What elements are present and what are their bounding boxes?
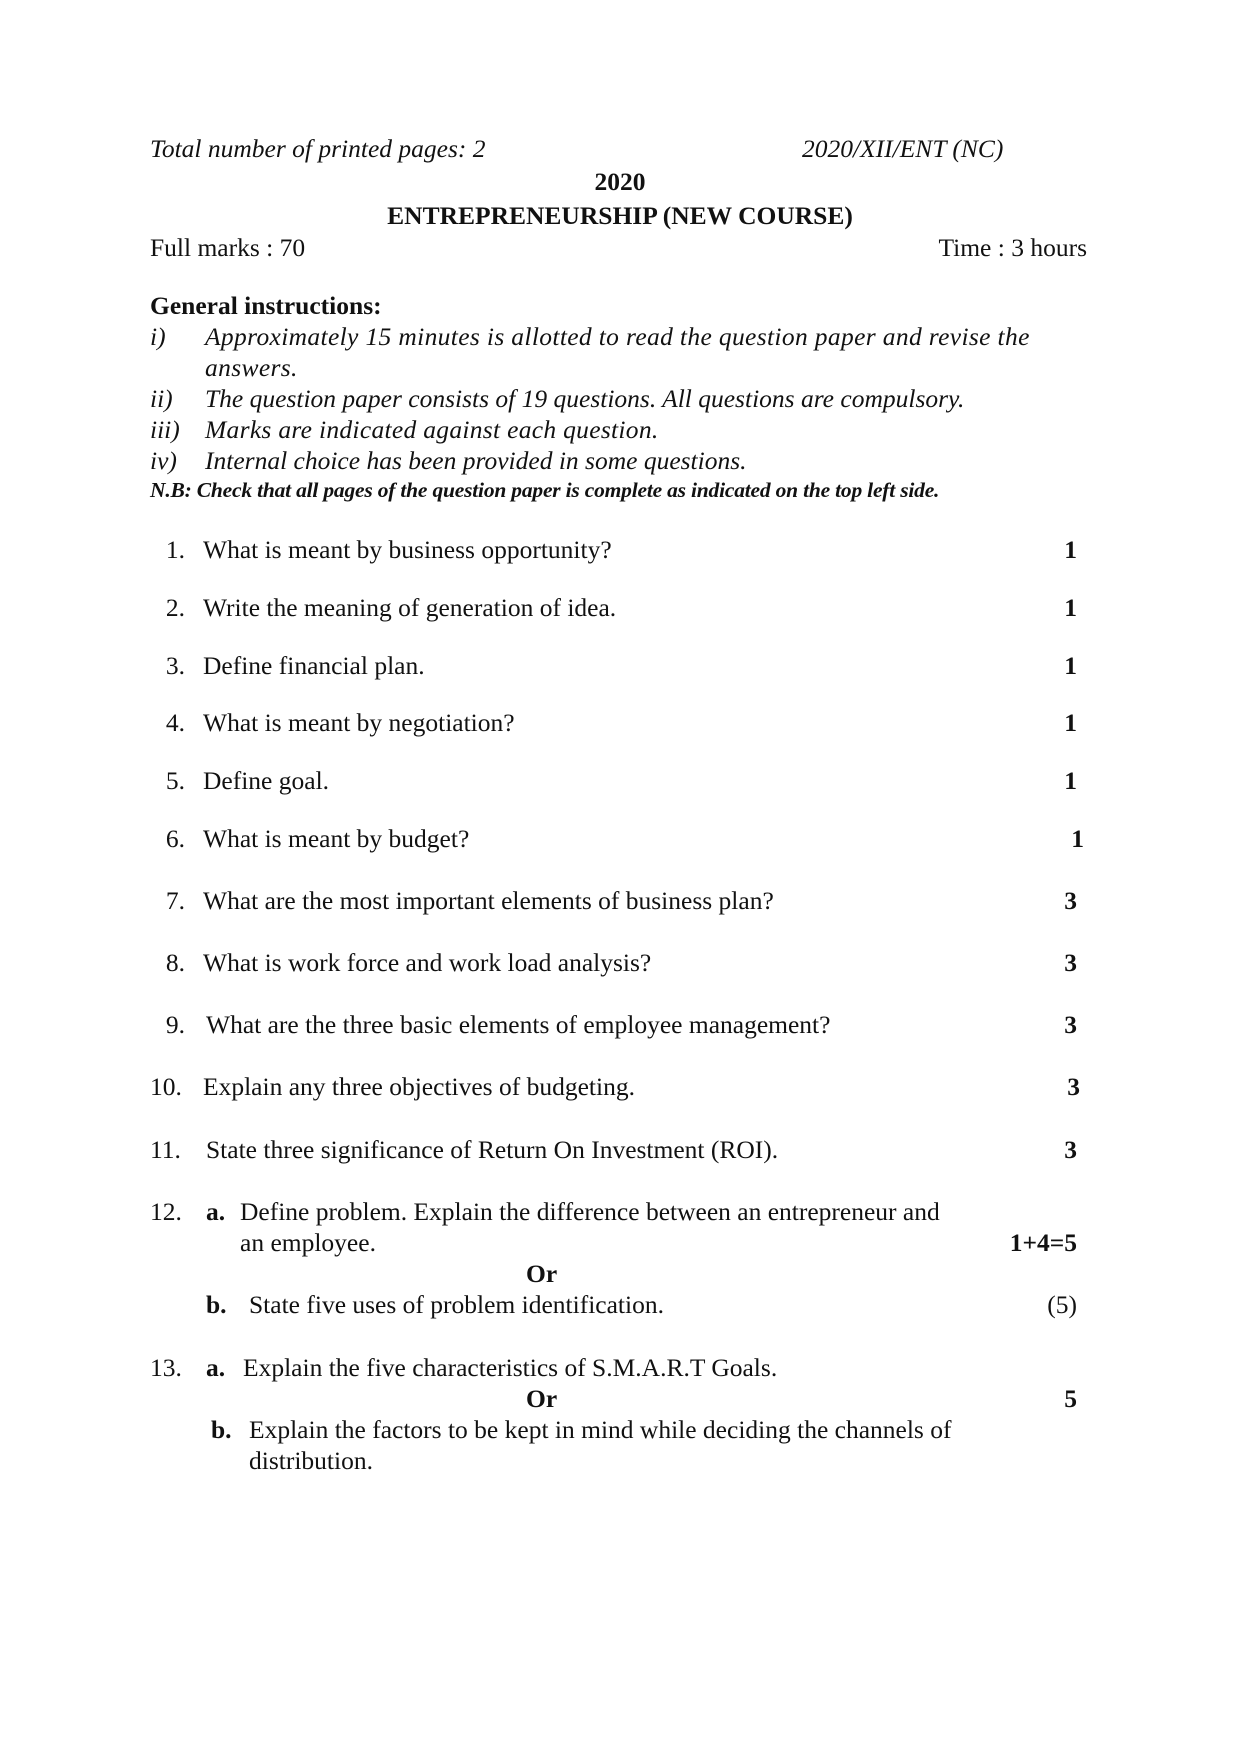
question-text: What is meant by business opportunity?	[203, 535, 612, 564]
question-number: 9.	[165, 1010, 185, 1039]
question-number: 6.	[165, 824, 185, 853]
option-marks: (5)	[1047, 1290, 1077, 1319]
question-text: What are the three basic elements of employee management?	[206, 1010, 831, 1039]
question-marks: 3	[1064, 1135, 1077, 1164]
question-text: What is meant by negotiation?	[203, 708, 515, 737]
instruction-number: iii)	[150, 415, 180, 444]
question-number: 4.	[165, 708, 185, 737]
question-text: What are the most important elements of business plan?	[203, 886, 774, 915]
question-marks: 1	[1071, 824, 1084, 853]
option-text: Explain the factors to be kept in mind while deciding the channels of	[249, 1415, 952, 1444]
option-label: a.	[206, 1353, 226, 1382]
instruction-number: ii)	[150, 384, 173, 413]
question-number: 7.	[165, 886, 185, 915]
subject-title: ENTREPRENEURSHIP (NEW COURSE)	[387, 201, 853, 230]
instruction-number: i)	[150, 322, 166, 351]
option-label: a.	[206, 1197, 226, 1226]
full-marks: Full marks : 70	[150, 233, 306, 262]
question-marks: 5	[1064, 1384, 1077, 1413]
option-text: Explain the five characteristics of S.M.A.R.T Goals.	[243, 1353, 778, 1382]
instruction-text: The question paper consists of 19 questions. All questions are compulsory.	[205, 384, 965, 413]
question-number: 12.	[150, 1197, 182, 1226]
question-marks: 3	[1064, 1010, 1077, 1039]
instruction-number: iv)	[150, 446, 177, 475]
question-number: 2.	[165, 593, 185, 622]
nb-note: N.B: Check that all pages of the question paper is complete as indicated on the top left side.	[150, 478, 940, 502]
question-marks: 1	[1064, 651, 1077, 680]
option-text: State five uses of problem identification.	[249, 1290, 664, 1319]
instruction-text: Approximately 15 minutes is allotted to read the question paper and revise the	[205, 322, 1030, 351]
option-text: Define problem. Explain the difference between an entrepreneur and	[240, 1197, 940, 1226]
question-number: 13.	[150, 1353, 182, 1382]
question-number: 3.	[165, 651, 185, 680]
question-text: Define goal.	[203, 766, 330, 795]
option-label: b.	[211, 1415, 232, 1444]
instruction-text-continued: answers.	[205, 353, 298, 382]
question-text: Explain any three objectives of budgeting.	[203, 1072, 635, 1101]
question-marks: 3	[1064, 948, 1077, 977]
question-marks: 1	[1064, 766, 1077, 795]
paper-code: 2020/XII/ENT (NC)	[802, 134, 1004, 163]
option-text-continued: an employee.	[240, 1228, 376, 1257]
question-number: 1.	[165, 535, 185, 564]
option-text-continued: distribution.	[249, 1446, 373, 1475]
question-text: State three significance of Return On Investment (ROI).	[206, 1135, 779, 1164]
or-separator: Or	[526, 1259, 558, 1288]
option-label: b.	[206, 1290, 227, 1319]
pages-note: Total number of printed pages: 2	[150, 134, 486, 163]
exam-year: 2020	[594, 167, 646, 196]
instruction-text: Marks are indicated against each question.	[205, 415, 659, 444]
question-text: Write the meaning of generation of idea.	[203, 593, 617, 622]
question-number: 11.	[150, 1135, 181, 1164]
question-text: Define financial plan.	[203, 651, 425, 680]
question-number: 5.	[165, 766, 185, 795]
question-marks: 3	[1064, 886, 1077, 915]
question-marks: 3	[1067, 1072, 1080, 1101]
question-marks: 1	[1064, 708, 1077, 737]
question-number: 10.	[150, 1072, 182, 1101]
instructions-heading: General instructions:	[150, 291, 382, 320]
question-marks: 1	[1064, 535, 1077, 564]
question-text: What is work force and work load analysis?	[203, 948, 652, 977]
question-number: 8.	[165, 948, 185, 977]
time-allowed: Time : 3 hours	[938, 233, 1087, 262]
question-text: What is meant by budget?	[203, 824, 470, 853]
or-separator: Or	[526, 1384, 558, 1413]
instruction-text: Internal choice has been provided in some questions.	[205, 446, 747, 475]
question-marks: 1	[1064, 593, 1077, 622]
question-marks: 1+4=5	[1009, 1228, 1077, 1257]
